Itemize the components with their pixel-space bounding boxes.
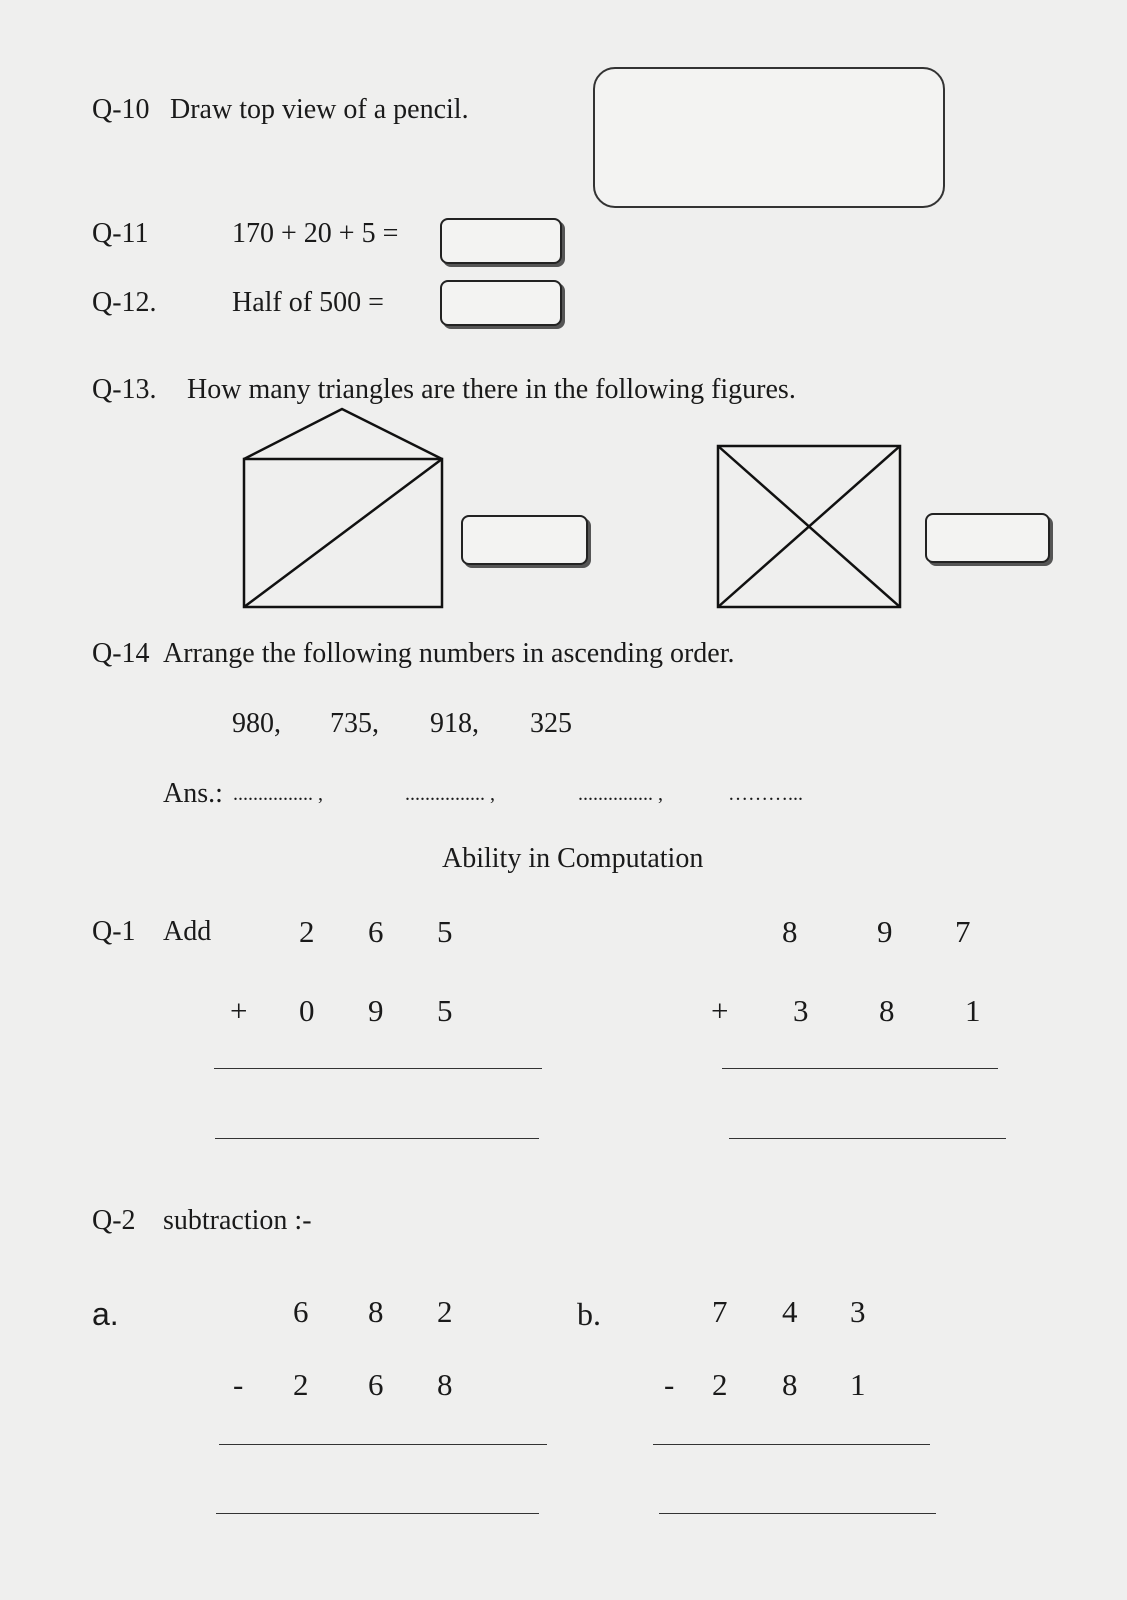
q2-text: subtraction :- xyxy=(163,1205,312,1236)
q2a-marker: a. xyxy=(92,1296,119,1332)
q2a-rule-1 xyxy=(219,1444,547,1445)
q14-ans-label: Ans.: xyxy=(163,778,223,809)
q1-text: Add xyxy=(163,916,212,947)
q1b-rule-2 xyxy=(729,1138,1006,1139)
q14-number-4: 325 xyxy=(530,708,572,739)
q2a-sign: - xyxy=(233,1367,244,1402)
q14-label: Q-14 xyxy=(92,638,150,669)
q2a-top-digit-3: 2 xyxy=(437,1294,453,1329)
q2a-top-digit-1: 6 xyxy=(293,1294,309,1329)
q14-text: Arrange the following numbers in ascending order. xyxy=(163,638,735,669)
q1a-bottom-digit-2: 9 xyxy=(368,993,384,1028)
q1b-bottom-digit-3: 1 xyxy=(965,993,981,1028)
q1b-bottom-digit-1: 3 xyxy=(793,993,809,1028)
q1a-sign: + xyxy=(230,993,248,1028)
section-title: Ability in Computation xyxy=(442,843,704,874)
q2b-bottom-digit-2: 8 xyxy=(782,1367,798,1402)
q2b-bottom-digit-3: 1 xyxy=(850,1367,866,1402)
q2a-rule-2 xyxy=(216,1513,539,1514)
q14-blank-4[interactable]: ………... xyxy=(728,783,803,805)
q14-blank-3[interactable]: ............... , xyxy=(578,783,663,805)
q13-label: Q-13. xyxy=(92,374,157,405)
q2a-bottom-digit-3: 8 xyxy=(437,1367,453,1402)
q1b-rule-1 xyxy=(722,1068,998,1069)
q12-label: Q-12. xyxy=(92,287,157,318)
q13-answer-box-2[interactable] xyxy=(925,513,1050,563)
q1-label: Q-1 xyxy=(92,916,136,947)
q2b-bottom-digit-1: 2 xyxy=(712,1367,728,1402)
q2b-rule-1 xyxy=(653,1444,930,1445)
q2b-top-digit-1: 7 xyxy=(712,1294,728,1329)
q2b-marker: b. xyxy=(577,1296,601,1332)
q1a-top-digit-3: 5 xyxy=(437,914,453,949)
q1b-sign: + xyxy=(711,993,729,1028)
q1b-bottom-digit-2: 8 xyxy=(879,993,895,1028)
q1a-rule-2 xyxy=(215,1138,539,1139)
q2b-top-digit-3: 3 xyxy=(850,1294,866,1329)
q1b-top-digit-1: 8 xyxy=(782,914,798,949)
q1b-top-digit-3: 7 xyxy=(955,914,971,949)
q2a-bottom-digit-2: 6 xyxy=(368,1367,384,1402)
q1b-top-digit-2: 9 xyxy=(877,914,893,949)
q2-label: Q-2 xyxy=(92,1205,136,1236)
q11-label: Q-11 xyxy=(92,218,149,249)
figure-1-roof xyxy=(244,409,442,459)
q14-number-3: 918, xyxy=(430,708,479,739)
q1a-bottom-digit-1: 0 xyxy=(299,993,315,1028)
q2a-top-digit-2: 8 xyxy=(368,1294,384,1329)
q2b-sign: - xyxy=(664,1367,675,1402)
q10-text: Draw top view of a pencil. xyxy=(170,94,469,125)
q10-label: Q-10 xyxy=(92,94,150,125)
q13-answer-box-1[interactable] xyxy=(461,515,588,565)
q2b-top-digit-2: 4 xyxy=(782,1294,798,1329)
figure-1-diagonal xyxy=(244,459,442,607)
q13-text: How many triangles are there in the following figures. xyxy=(187,374,796,405)
q14-blank-2[interactable]: ................ , xyxy=(405,783,495,805)
q1a-top-digit-1: 2 xyxy=(299,914,315,949)
q1a-rule-1 xyxy=(214,1068,542,1069)
q1a-bottom-digit-3: 5 xyxy=(437,993,453,1028)
q12-expression: Half of 500 = xyxy=(232,287,384,318)
q1a-top-digit-2: 6 xyxy=(368,914,384,949)
q2b-rule-2 xyxy=(659,1513,936,1514)
q14-blank-1[interactable]: ................ , xyxy=(233,783,323,805)
q14-number-2: 735, xyxy=(330,708,379,739)
q11-expression: 170 + 20 + 5 = xyxy=(232,218,399,249)
q14-number-1: 980, xyxy=(232,708,281,739)
q2a-bottom-digit-1: 2 xyxy=(293,1367,309,1402)
